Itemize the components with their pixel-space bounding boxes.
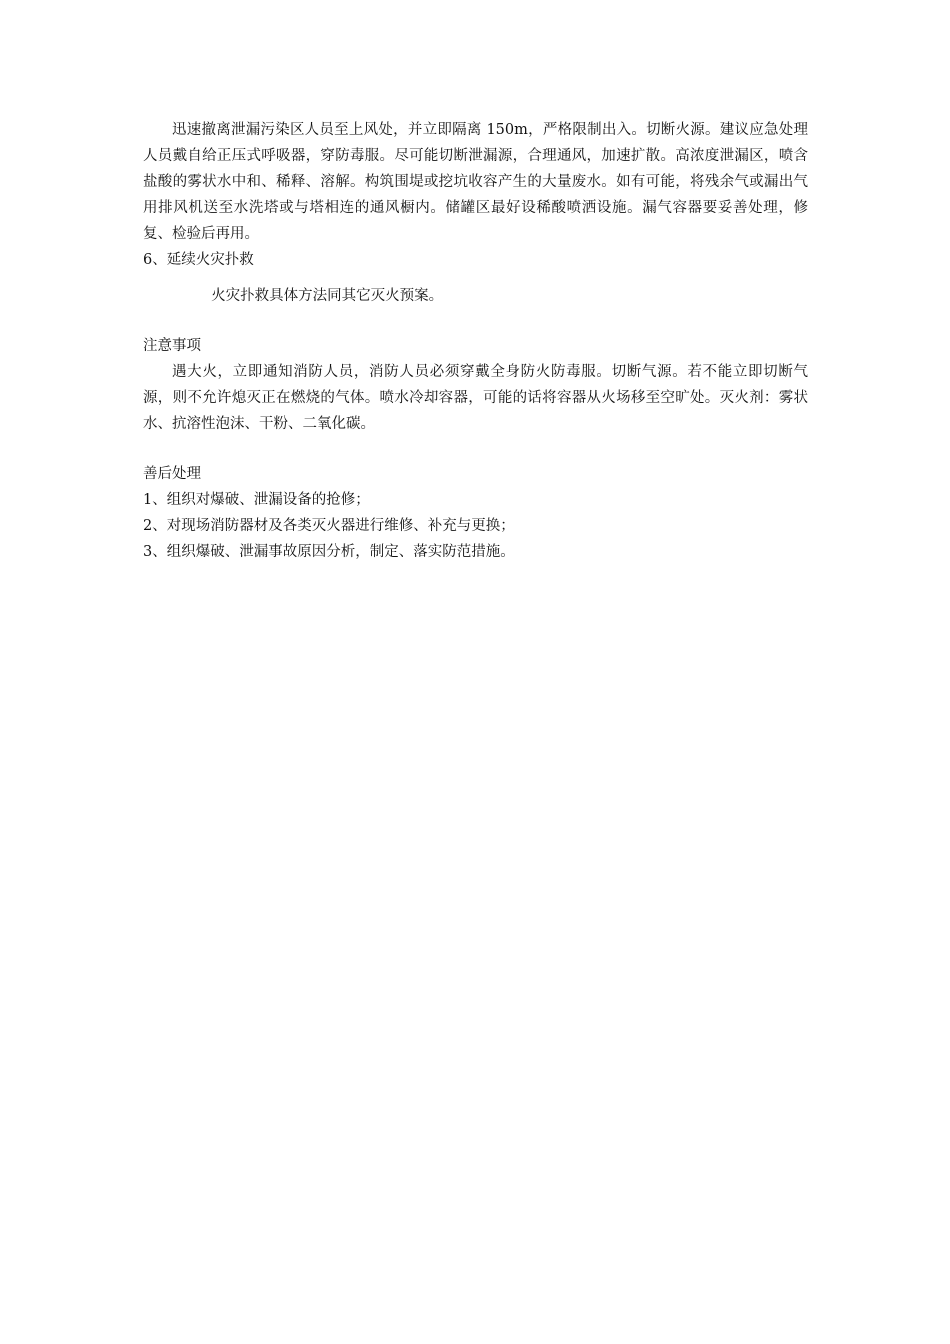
- aftermath-item-2: 2、对现场消防器材及各类灭火器进行维修、补充与更换；: [143, 518, 515, 534]
- notes-heading: 注意事项: [143, 338, 201, 354]
- aftermath-item-3: 3、组织爆破、泄漏事故原因分析，制定、落实防范措施。: [143, 544, 515, 560]
- spacer: [143, 273, 808, 283]
- section6-heading: 6、延续火灾扑救: [143, 252, 254, 268]
- spacer: [143, 309, 808, 333]
- section6-body: 火灾扑救具体方法同其它灭火预案。: [211, 288, 444, 304]
- document-content: [143, 117, 808, 565]
- notes-body: 遇大火，立即通知消防人员，消防人员必须穿戴全身防火防毒服。切断气源。若不能立即切断气源，则不允许熄灭正在燃烧的气体。喷水冷却容器，可能的话将容器从火场移至空旷处。灭火剂：雾状水、抗溶性泡沫、干粉、二氧化碳。: [143, 364, 808, 432]
- spacer: [143, 437, 808, 461]
- aftermath-item-1: 1、组织对爆破、泄漏设备的抢修；: [143, 492, 370, 508]
- leak-handling-paragraph: 迅速撤离泄漏污染区人员至上风处，并立即隔离 150m，严格限制出入。切断火源。建议应急处理人员戴自给正压式呼吸器，穿防毒服。尽可能切断泄漏源，合理通风，加速扩散。高浓度泄漏区，喷含盐酸的雾状水中和、稀释、溶解。构筑围堤或挖坑收容产生的大量废水。如有可能，将残余气或漏出气用排风机送至水洗塔或与塔相连的通风橱内。储罐区最好设稀酸喷洒设施。漏气容器要妥善处理，修复、检验后再用。: [143, 122, 808, 242]
- aftermath-heading: 善后处理: [143, 466, 201, 482]
